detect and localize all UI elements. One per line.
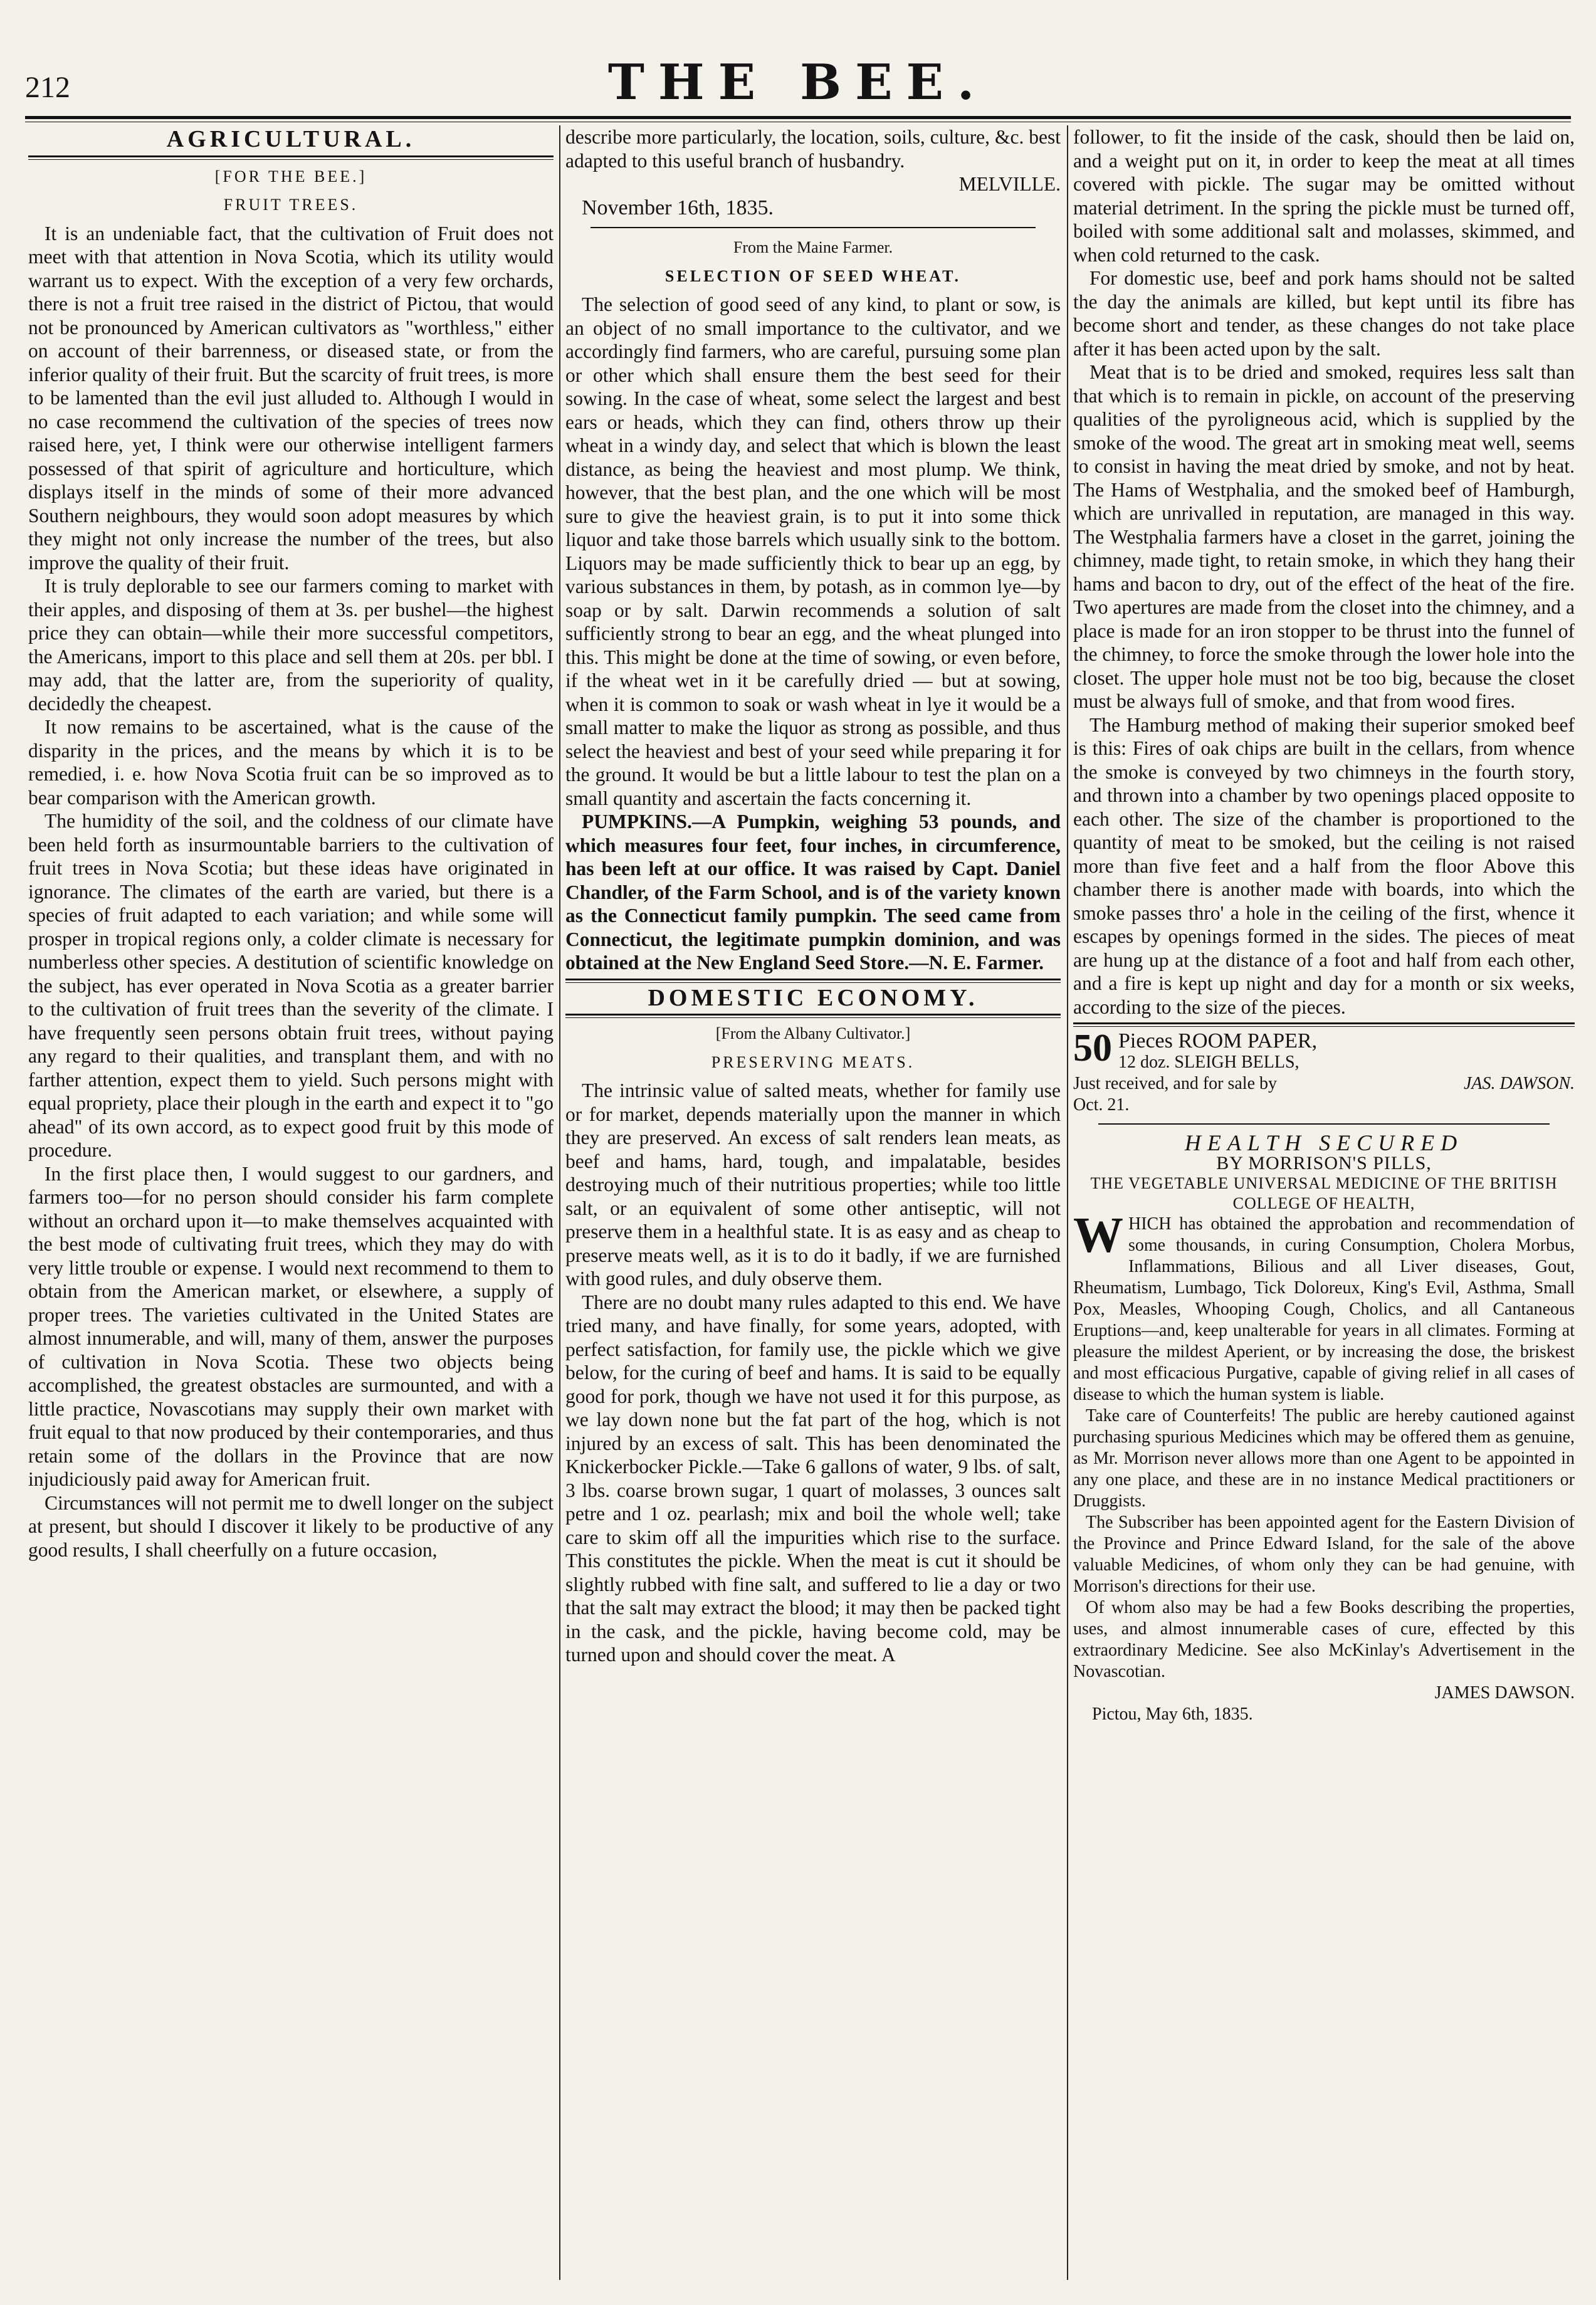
column-3 [1073, 125, 1575, 2280]
ad-subtitle: BY MORRISON'S PILLS, [1216, 1153, 1432, 1174]
column-divider [559, 125, 560, 2280]
ad-line: Pieces ROOM PAPER, [1118, 1029, 1318, 1053]
masthead [25, 50, 1571, 119]
meats-continued: follower, to fit the inside of the cask, should then be laid on, and a weight put on it, in order to keep the meat at all times covered with pickle. The sugar may be omitted without material detriment. In the spring the pickle must be turned off, boiled with some additional salt and molasses, skimmed, and when cold returned to the cask. [1073, 126, 1575, 266]
signature: MELVILLE. [958, 173, 1061, 195]
ad-date: Pictou, May 6th, 1835. [1092, 1704, 1253, 1724]
article-paragraph: It is truly deplorable to see our farmers coming to market with their apples, and disposing of them at 3s. per bushel—the highest price they can obtain—while their more successful competitors, the Americans, import to this place and sell them at 20s. per bbl. I may add, that the latter are, from the superiority of quality, decidedly the cheapest. [28, 575, 554, 715]
meats-continued: For domestic use, beef and pork hams should not be salted the day the animals are killed, but kept until its fibre has become short and tender, as these changes do not take place after it has been acted upon by the salt. [1073, 267, 1575, 360]
article-paragraph: The humidity of the soil, and the coldness of our climate have been held forth as insurmountable barriers to the cultivation of fruit trees in Nova Scotia; but these ideas have originated in ignorance. The climates of the earth are varied, but there is a species of fruit adapted to each variation; and while some will prosper in tropical regions only, a colder climate is necessary for numberless other species. A destitution of scientific knowledge on the subject, has ever operated in Nova Scotia as a greater barrier to the cultivation of fruit trees than the severity of the climate. I have frequently seen persons obtain fruit trees, without paying any regard to their qualities, and transplant them, and with no farther attention, expect them to yield. Such persons might with equal propriety, place their plough in the earth and expect it to "go ahead" of its own accord, as to expect good fruit by this mode of procedure. [28, 810, 554, 1161]
pumpkins-paragraph: PUMPKINS.—A Pumpkin, weighing 53 pounds, and which measures four feet, four inches, in circumference, has been left at our office. It was raised by Capt. Daniel Chandler, of the Farm School, and is of the variety known as the Connecticut family pumpkin. The seed came from Connecticut, the legitimate pumpkin dominion, and was obtained at the New England Seed Store.—N. E. Farmer. [565, 811, 1061, 974]
article-title: FRUIT TREES. [223, 196, 359, 214]
seed-paragraph: The selection of good seed of any kind, to plant or sow, is an object of no small importance to the cultivator, and we accordingly find farmers, who are careful, pursuing some plan or other which shall ensure them the best seed for their sowing. In the case of wheat, some select the largest and best ears or heads, which they can find, others throw up their wheat in a windy day, and select that which is blown the least distance, as being the heaviest and most plump. We think, however, that the best plan, and the one which will be most sure to give the heaviest grain, is to put it into some thick liquor and take those barrels which usually sink to the bottom. Liquors may be made sufficiently thick to bear up an egg, by various substances in them, by potash, as in common lye—by soap or by salt. Darwin recommends a solution of salt sufficiently strong to bear an egg, and the wheat plunged into this. This might be done at the time of sowing, or even before, if the wheat wet in it be carefully dried — but at sowing, when it is common to soak or wash wheat in lye it would be a small matter to make the liquor as strong as possible, and thus select the heaviest and best of your seed while preparing it for the ground. It would be but a little labour to test the plan on a small quantity and ascertain the facts concerning it. [565, 293, 1061, 809]
article-paragraph: It now remains to be ascertained, what is the cause of the disparity in the prices, and the means by which it is to be remedied, i. e. how Nova Scotia fruit can be so improved as to bear comparison with the American growth. [28, 716, 554, 809]
meats-source: [From the Albany Cultivator.] [715, 1024, 911, 1042]
domestic-heading: DOMESTIC ECONOMY. [648, 984, 979, 1011]
morrison-pills-ad [1073, 1132, 1575, 1725]
ad-title: HEALTH SECURED [1184, 1130, 1464, 1155]
column-1 [28, 125, 554, 2280]
meats-continued: Meat that is to be dried and smoked, requires less salt than that which is to remain in pickle, on account of the preserving qualities of the pyroligneous acid, which is supplied by the smoke of the wood. The great art in smoking meat well, seems to consist in having the meat dried by smoke, and not by heat. The Hams of Westphalia, and the smoked beef of Hamburgh, which are unrivalled in reputation, are managed in this way. The Westphalia farmers have a closet in the garret, joining the chimney, made tight, to retain smoke, in which they hang their hams and bacon to dry, out of the effect of the heat of the fire. Two apertures are made from the closet into the chimney, and a place is made for an iron stopper to be thrust into the funnel of the chimney, to force the smoke through the lower hole into the closet. The upper hole must not be too big, because the closet must be always full of smoke, and that from wood fires. [1073, 361, 1575, 712]
heading-rule [28, 155, 554, 160]
page-number: 212 [25, 71, 70, 104]
section-rule [565, 979, 1061, 983]
column-2 [565, 125, 1061, 2280]
ad-rule [1073, 1022, 1575, 1027]
ad-seller: JAS. DAWSON. [1463, 1074, 1575, 1093]
ad-paragraph: Of whom also may be had a few Books describing the properties, uses, and almost innumerable cases of cure, effected by this extraordinary Medicine. See also McKinlay's Advertisement in the Novascotian. [1073, 1598, 1575, 1681]
article-paragraph: It is an undeniable fact, that the cultivation of Fruit does not meet with that attention in Nova Scotia, which its utility would warrant us to expect. With the exception of a very few orchards, there is not a fruit tree raised in the district of Pictou, that would not be pronounced by American cultivators as "worthless," either on account of their barrenness, or diseased state, or from the inferior quality of their fruit. But the scarcity of fruit trees, is more to be lamented than the evil just alluded to. Although I would in no case recommend the cultivation of the species of trees now raised here, yet, I think were our otherwise intelligent farmers possessed of that spirit of agriculture and horticulture, which displays itself in the minds of some of their more advanced Southern neighbours, they would soon adopt measures by which they might not only increase the number of the trees, but also improve the quality of their fruit. [28, 222, 554, 574]
room-paper-ad [1073, 1027, 1575, 1116]
seed-source: From the Maine Farmer. [733, 238, 893, 256]
masthead-rule [25, 116, 1571, 122]
meats-paragraph: The intrinsic value of salted meats, whether for family use or for market, depends materially upon the manner in which they are preserved. An excess of salt renders lean meats, as beef and hams, hard, tough, and impalatable, besides destroying much of their nutritious properties; while too little salt, or an equivalent of some other antiseptic, will not preserve them in a healthful state. It is as easy and as cheap to preserve meats well, as it is to do it badly, if we are furnished with good rules, and duly observe them. [565, 1079, 1061, 1289]
meats-paragraph: There are no doubt many rules adapted to this end. We have tried many, and have finally, for some years, adopted, with perfect satisfaction, for family use, the pickle which we give below, for the curing of beef and hams. It is said to be equally good for pork, though we have not used it for this purpose, as we lay down none but the fat part of the hog, which is not injured by an excess of salt. This has been denominated the Knickerbocker Pickle.—Take 6 gallons of water, 9 lbs. of salt, 3 lbs. coarse brown sugar, 1 quart of molasses, 3 ounces salt petre and 1 oz. pearlash; mix and boil the whole well; take care to skim off all the impurities which rise to the surface. This constitutes the pickle. When the meat is cut it should be slightly rubbed with fine salt, and suffered to lie a day or two that the salt may extract the blood; it may then be packed tight in the cask, and the pickle, having become cold, may be turned upon and should cover the meat. A [565, 1291, 1061, 1666]
section-heading: AGRICULTURAL. [166, 126, 416, 152]
seed-title: SELECTION OF SEED WHEAT. [664, 266, 962, 285]
ad-paragraph: HICH has obtained the approbation and recommendation of some thousands, in curing Consumption, Cholera Morbus, Inflammations, Bilious and all Liver diseases, Gout, Rheumatism, Lumbago, Tick Doloreux, King's Evil, Asthma, Small Pox, Measles, Whooping Cough, Cholics, and all Cantaneous Eruptions—and, keep unalterable for years in all climates. Forming at pleasure the mildest Aperient, or by increasing the dose, the briskest and most efficacious Purgative, capable of giving relief in all cases of disease to which the human system is liable. [1073, 1214, 1575, 1404]
dateline: November 16th, 1835. [582, 196, 774, 219]
ad-number: 50 [1073, 1027, 1112, 1069]
ad-paragraph: Take care of Counterfeits! The public are hereby cautioned against purchasing spurious Medicines which may be offered them as genuine, as Mr. Morrison never allows more than one Agent to be appointed in any one place, and these are in no instance Medical practitioners or Druggists. [1073, 1406, 1575, 1511]
ad-paragraph: The Subscriber has been appointed agent for the Eastern Division of the Province and Prince Edward Island, for the sale of the above valuable Medicines, of whom only they can be had genuine, with Morrison's directions for their use. [1073, 1513, 1575, 1596]
continuation-text: describe more particularly, the location, soils, culture, &c. best adapted to this useful branch of husbandry. [565, 126, 1061, 172]
ad-subtitle-2: THE VEGETABLE UNIVERSAL MEDICINE OF THE BRITISH COLLEGE OF HEALTH, [1090, 1174, 1558, 1212]
article-paragraph: Circumstances will not permit me to dwell longer on the subject at present, but should I discover it likely to be productive of any good results, I shall cheerfully on a future occasion, [28, 1491, 554, 1561]
ad-signature: JAMES DAWSON. [1434, 1683, 1575, 1703]
paper-title: THE BEE. [607, 54, 989, 111]
ad-line: Just received, and for sale by [1073, 1074, 1277, 1093]
ad-date: Oct. 21. [1073, 1095, 1130, 1115]
meats-title: PRESERVING MEATS. [711, 1053, 915, 1071]
ad-line: 12 doz. SLEIGH BELLS, [1118, 1053, 1299, 1072]
divider [591, 227, 1036, 228]
article-paragraph: In the first place then, I would suggest to our gardners, and farmers too—for no person should consider his farm complete without an orchard upon it—to make themselves acquainted with the best mode of cultivating fruit trees, which they may do with very little trouble or expense. I would next recommend to them to obtain from the American market, or elsewhere, a supply of proper trees. The varieties cultivated in the United States are almost innumerable, and will, many of them, answer the purposes of cultivation in Nova Scotia. These two objects being accomplished, the greatest obstacles are surmounted, and with a little practice, Novascotians may supply their own market with fruit equal to that now produced by their contemporaries, and thus retain some of the dollars in the Province that are now injudiciously paid away for American fruit. [28, 1162, 554, 1490]
drop-letter: W [1073, 1208, 1123, 1263]
section-rule [565, 1014, 1061, 1018]
ad-divider [1098, 1123, 1550, 1125]
meats-continued: The Hamburg method of making their superior smoked beef is this: Fires of oak chips are built in the cellars, from whence the smoke is conveyed by two chimneys in the fourth story, and thrown into a chamber by two openings placed opposite to each other. The size of the chamber is proportioned to the quantity of meat to be smoked, but the ceiling is not raised more than five feet and a half from the floor Above this chamber there is another made with boards, into which the smoke passes thro' a hole in the ceiling of the first, whence it escapes by openings formed in the sides. The pieces of meat are hung up at the distance of a foot and half from each other, and a fire is kept up night and day for a month or six weeks, according to the size of the pieces. [1073, 713, 1575, 1018]
byline: [FOR THE BEE.] [214, 167, 367, 186]
column-divider [1067, 125, 1068, 2280]
